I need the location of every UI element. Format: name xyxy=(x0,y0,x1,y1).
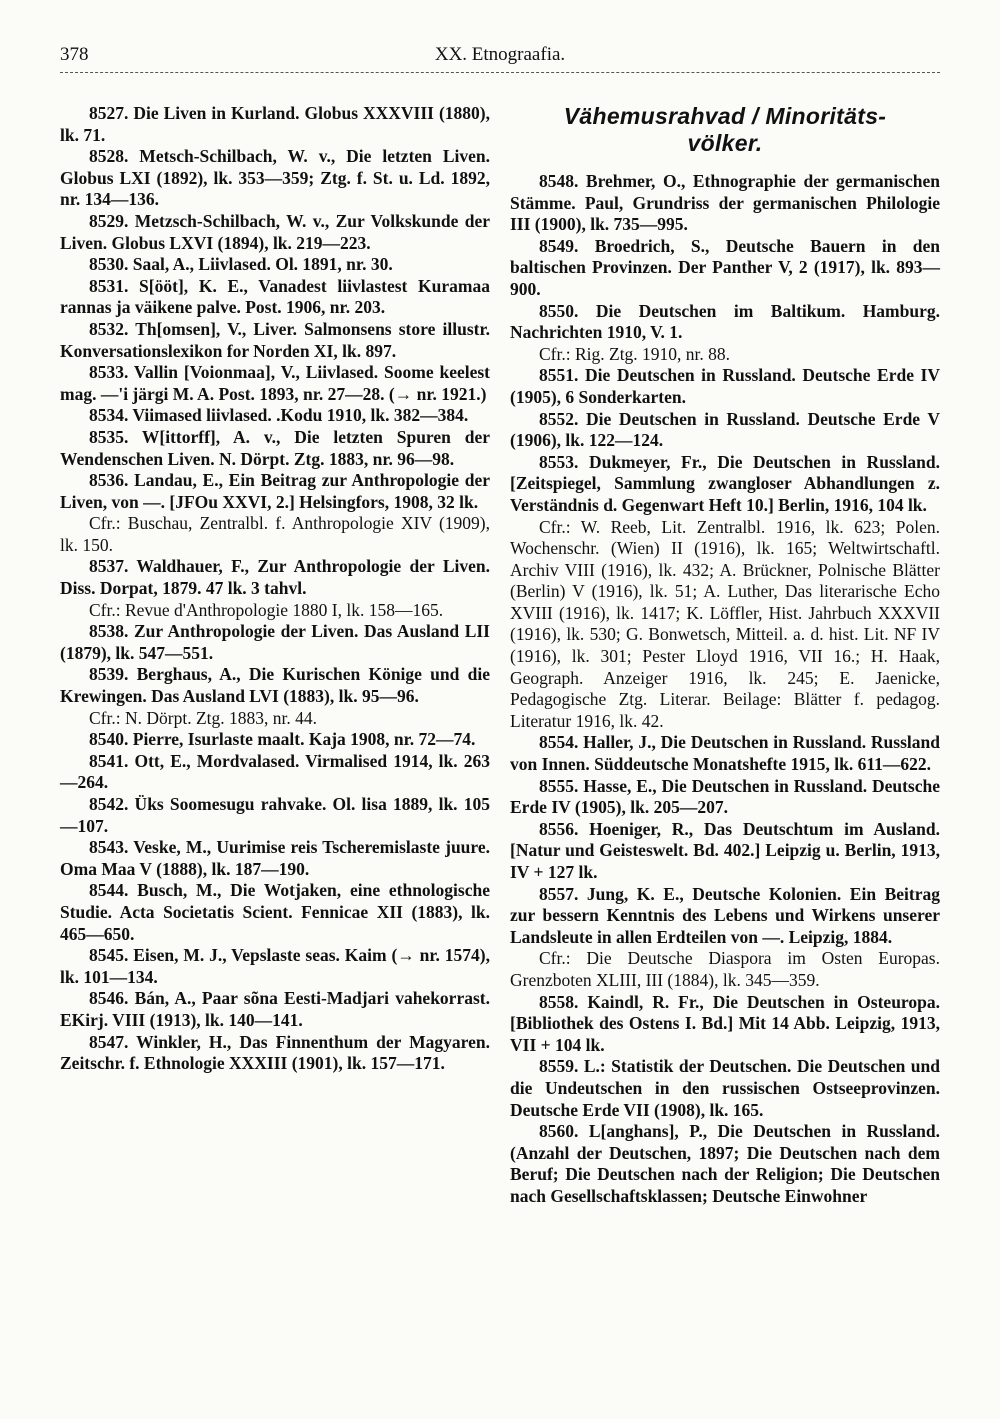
section-heading-line-1: Vähemusrahvad / Minoritäts- xyxy=(563,103,887,129)
citation-reference: Cfr.: Rig. Ztg. 1910, nr. 88. xyxy=(539,343,731,364)
bibliography-entry: 8540. Pierre, Isurlaste maalt. Kaja 1908, nr. 72—74. xyxy=(89,729,476,750)
bibliography-entry: 8543. Veske, M., Uurimise reis Tscheremislaste juure. Oma Maa V (1888), lk. 187—190. xyxy=(60,837,490,879)
citation-reference: Cfr.: Revue d'Anthropologie 1880 I, lk. 158—165. xyxy=(89,599,444,620)
bibliography-entry: 8554. Haller, J., Die Deutschen in Russland. Russland von Innen. Süddeutsche Monatshefte 1915, lk. 611—622. xyxy=(510,732,940,775)
bibliography-entry: 8541. Ott, E., Mordvalased. Virmalised 1914, lk. 263—264. xyxy=(60,750,490,793)
right-column-entries xyxy=(510,171,940,1208)
bibliography-entry: 8558. Kaindl, R. Fr., Die Deutschen in Osteuropa. [Bibliothek des Ostens I. Bd.] Mit 14 Abb. Leipzig, 1913, VII + 104 lk. xyxy=(510,991,940,1055)
page-header xyxy=(60,40,940,70)
bibliography-entry: 8537. Waldhauer, F., Zur Anthropologie der Liven. Diss. Dorpat, 1879. 47 lk. 3 tahvl. xyxy=(60,556,490,599)
bibliography-entry: 8536. Landau, E., Ein Beitrag zur Anthropologie der Liven, von —. [JFOu XXVI, 2.] Helsingfors, 1908, 32 lk. xyxy=(60,470,490,512)
bibliography-entry: 8528. Metsch-Schilbach, W. v., Die letzten Liven. Globus LXI (1892), lk. 353—359; Ztg. f. St. u. Ld. 1892, nr. 134—136. xyxy=(60,146,490,210)
bibliography-entry: 8539. Berghaus, A., Die Kurischen Könige und die Krewingen. Das Ausland LVI (1883), lk. 95—96. xyxy=(60,664,490,707)
bibliography-entry: 8557. Jung, K. E., Deutsche Kolonien. Ein Beitrag zur bessern Kenntnis des Lebens und Wirkens unserer Landsleute in allen Erdteilen von —. Leipzig, 1884. xyxy=(510,883,940,947)
bibliography-entry: 8529. Metzsch-Schilbach, W. v., Zur Volkskunde der Liven. Globus LXVI (1894), lk. 219—223. xyxy=(60,210,490,253)
bibliography-entry: 8544. Busch, M., Die Wotjaken, eine ethnologische Studie. Acta Societatis Scient. Fennicae XII (1883), lk. 465—650. xyxy=(60,880,490,944)
bibliography-entry: 8553. Dukmeyer, Fr., Die Deutschen in Russland. [Zeitspiegel, Sammlung zwangloser Abhandlungen z. Verständnis d. Gegenwart Heft 10.] Berlin, 1916, 104 lk. xyxy=(510,451,940,515)
section-heading-line-2: völker. xyxy=(687,130,763,156)
citation-reference: Cfr.: W. Reeb, Lit. Zentralbl. 1916, lk. 623; Polen. Wochenschr. (Wien) II (1916), lk. 165; Weltwirtschaftl. Archiv VIII (1916), lk. 432; A. Brückner, Polnische Blätter (Berlin) V (1916), lk. 51; A. Luther, Das literarische Echo XVIII (1916), lk. 1417; K. Löffler, Hist. Jahrbuch XXXVII (1916), lk. 530; G. Bonwetsch, Mitteil. a. d. hist. Lit. NF IV (1916), lk. 301; Pester Lloyd 1916, VII 16.; H. Haak, Geograph. Anzeiger 1916, lk. 245; E. Jaenicke, Pedagogische Ztg. Literar. Beilage: Blätter f. pedagog. Literatur 1916, lk. 42. xyxy=(510,516,940,731)
running-title: XX. Etnograafia. xyxy=(434,44,566,65)
bibliography-entry: 8533. Vallin [Voionmaa], V., Liivlased. Soome keelest mag. —'i järgi M. A. Post. 1893, nr. 27—28. (→ nr. 1921.) xyxy=(60,362,490,404)
citation-reference: Cfr.: Buschau, Zentralbl. f. Anthropologie XIV (1909), lk. 150. xyxy=(60,513,490,555)
bibliography-entry: 8534. Viimased liivlased. .Kodu 1910, lk. 382—384. xyxy=(89,405,469,426)
right-column xyxy=(510,103,940,1208)
bibliography-entry: 8530. Saal, A., Liivlased. Ol. 1891, nr. 30. xyxy=(89,254,393,275)
page-number: 378 xyxy=(60,44,89,65)
left-column xyxy=(60,103,490,1075)
bibliography-entry: 8546. Bán, A., Paar sõna Eesti-Madjari vahekorrast. EKirj. VIII (1913), lk. 140—141. xyxy=(60,988,490,1030)
bibliography-entry: 8560. L[anghans], P., Die Deutschen in Russland. (Anzahl der Deutschen, 1897; Die Deutschen nach dem Beruf; Die Deutschen nach der Religion; Die Deutschen nach Gesellschaftsklassen; Deutsche Einwohner xyxy=(510,1121,940,1206)
citation-reference: Cfr.: N. Dörpt. Ztg. 1883, nr. 44. xyxy=(89,707,317,728)
bibliography-entry: 8555. Hasse, E., Die Deutschen in Russland. Deutsche Erde IV (1905), lk. 205—207. xyxy=(510,775,940,818)
bibliography-entry: 8532. Th[omsen], V., Liver. Salmonsens store illustr. Konversationslexikon for Norden XI, lk. 897. xyxy=(60,318,490,361)
bibliography-entry: 8548. Brehmer, O., Ethnographie der germanischen Stämme. Paul, Grundriss der germanischen Philologie III (1900), lk. 735—995. xyxy=(510,171,940,235)
bibliography-entry: 8556. Hoeniger, R., Das Deutschtum im Ausland. [Natur und Geisteswelt. Bd. 402.] Leipzig u. Berlin, 1913, IV + 127 lk. xyxy=(510,818,940,882)
bibliography-entry: 8538. Zur Anthropologie der Liven. Das Ausland LII (1879), lk. 547—551. xyxy=(60,621,490,663)
bibliography-entry: 8550. Die Deutschen im Baltikum. Hamburg. Nachrichten 1910, V. 1. xyxy=(510,300,940,343)
section-heading xyxy=(510,103,940,157)
bibliography-entry: 8559. L.: Statistik der Deutschen. Die Deutschen und die Undeutschen in den russischen Ostseeprovinzen. Deutsche Erde VII (1908), lk. 165. xyxy=(510,1056,940,1120)
bibliography-entry: 8535. W[ittorff], A. v., Die letzten Spuren der Wendenschen Liven. N. Dörpt. Ztg. 1883, nr. 96—98. xyxy=(60,426,490,469)
bibliography-entry: 8542. Üks Soomesugu rahvake. Ol. lisa 1889, lk. 105—107. xyxy=(60,794,490,836)
bibliography-entry: 8551. Die Deutschen in Russland. Deutsche Erde IV (1905), 6 Sonderkarten. xyxy=(510,365,940,407)
bibliography-entry: 8545. Eisen, M. J., Vepslaste seas. Kaim (→ nr. 1574), lk. 101—134. xyxy=(60,945,490,987)
bibliography-entry: 8552. Die Deutschen in Russland. Deutsche Erde V (1906), lk. 122—124. xyxy=(510,408,940,451)
bibliography-entry: 8531. S[ööt], K. E., Vanadest liivlastest Kuramaa rannas ja väikene palve. Post. 1906, nr. 203. xyxy=(60,275,490,318)
bibliography-entry: 8527. Die Liven in Kurland. Globus XXXVIII (1880), lk. 71. xyxy=(60,103,490,145)
citation-reference: Cfr.: Die Deutsche Diaspora im Osten Europas. Grenzboten XLIII, III (1884), lk. 345—359. xyxy=(510,948,940,990)
header-rule xyxy=(60,72,940,73)
bibliography-entry: 8547. Winkler, H., Das Finnenthum der Magyaren. Zeitschr. f. Ethnologie XXXIII (1901), lk. 157—171. xyxy=(60,1031,490,1074)
bibliography-entry: 8549. Broedrich, S., Deutsche Bauern in den baltischen Provinzen. Der Panther V, 2 (1917), lk. 893—900. xyxy=(510,235,940,299)
